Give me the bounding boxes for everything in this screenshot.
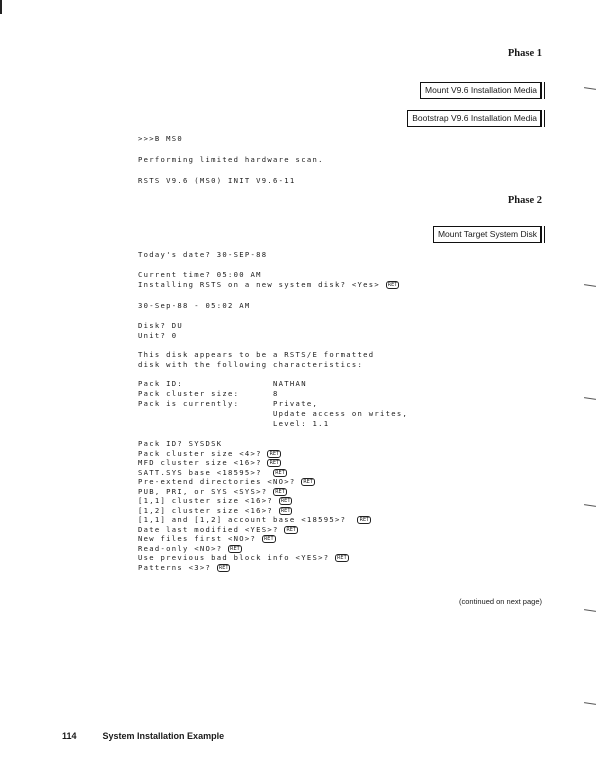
console-line [138,458,281,467]
continued-note: (continued on next page) [459,597,542,606]
console-text: New files first <NO>? [138,534,262,543]
phase-2-heading: Phase 2 [507,195,542,206]
console-line [138,487,287,496]
console-line [138,449,281,458]
return-key-icon: RET [218,564,229,571]
page-footer [62,731,250,741]
return-key-icon: RET [387,282,398,288]
console-line [138,553,349,562]
console-line: Pack cluster size: 8 [138,389,279,398]
step-mount-target-disk-box: Mount Target System Disk [433,226,542,243]
return-key-icon: RET [359,517,370,523]
console-line: Disk? DU [138,321,184,330]
return-key-icon: RET [286,526,296,533]
console-line [138,525,298,534]
console-line [138,544,242,553]
console-line [138,280,399,289]
console-text: Pack cluster size <4>? [138,448,268,458]
console-line [138,506,292,515]
console-text: Read-only <NO>? [138,543,229,553]
margin-mark [584,504,596,507]
console-line [138,563,230,572]
footer-title: System Installation Example [102,731,225,741]
console-line [138,477,315,486]
console-line: Update access on writes, [138,409,409,418]
margin-mark [584,397,596,400]
console-line: disk with the following characteristics: [138,360,364,369]
margin-mark [584,284,596,287]
binding-mark [0,0,2,14]
console-line: Level: 1.1 [138,419,330,428]
console-line [138,496,292,505]
return-key-icon: RET [336,555,347,561]
return-key-icon: RET [303,479,313,485]
console-text: SATT.SYS base <18595>? [138,467,274,477]
console-text: MFD cluster size <16>? [138,458,268,467]
console-line: RSTS V9.6 (MS0) INIT V9.6-11 [138,176,296,185]
return-key-icon: RET [275,488,285,495]
console-line: This disk appears to be a RSTS/E formatted [138,350,375,359]
console-line [138,468,287,477]
console-text: Installing RSTS on a new system disk? <Yes> [138,280,380,289]
console-line: Pack ID: NATHAN [138,379,307,388]
step-mount-media-box: Mount V9.6 Installation Media [420,82,542,99]
margin-mark [584,702,596,705]
console-line: Pack is currently: Private, [138,399,319,408]
console-line: >>>B MS0 [138,134,184,143]
return-key-icon: RET [269,450,280,457]
return-key-icon: RET [275,469,285,476]
return-key-icon: RET [263,536,274,542]
return-key-icon: RET [280,498,291,504]
console-line [138,515,371,524]
phase-1-heading: Phase 1 [507,48,542,59]
console-text: [1,1] cluster size <16>? [138,496,279,505]
console-text: PUB, PRI, or SYS <SYS>? [138,486,274,496]
margin-mark [584,609,596,612]
console-text: Use previous bad block info <YES>? [138,553,335,562]
return-key-icon: RET [280,507,291,514]
console-line [138,534,276,543]
console-text: Patterns <3>? [138,562,217,572]
console-line: Performing limited hardware scan. [138,155,324,164]
console-line: Today's date? 30-SEP-88 [138,250,268,259]
console-line: Current time? 05:00 AM [138,270,262,279]
step-bootstrap-media-box: Bootstrap V9.6 Installation Media [407,110,542,127]
console-text: Pack ID? SYSDSK [138,439,223,448]
console-line: Unit? 0 [138,331,178,340]
console-text: [1,1] and [1,2] account base <18595>? [138,515,358,524]
console-text: Pre-extend directories <NO>? [138,477,302,486]
console-text: Date last modified <YES>? [138,524,285,534]
page-number: 114 [62,731,77,741]
return-key-icon: RET [269,460,280,466]
return-key-icon: RET [230,545,240,552]
margin-mark [584,87,596,90]
console-line: 30-Sep-88 - 05:02 AM [138,301,251,310]
console-line [138,439,222,448]
console-text: [1,2] cluster size <16>? [138,505,279,515]
